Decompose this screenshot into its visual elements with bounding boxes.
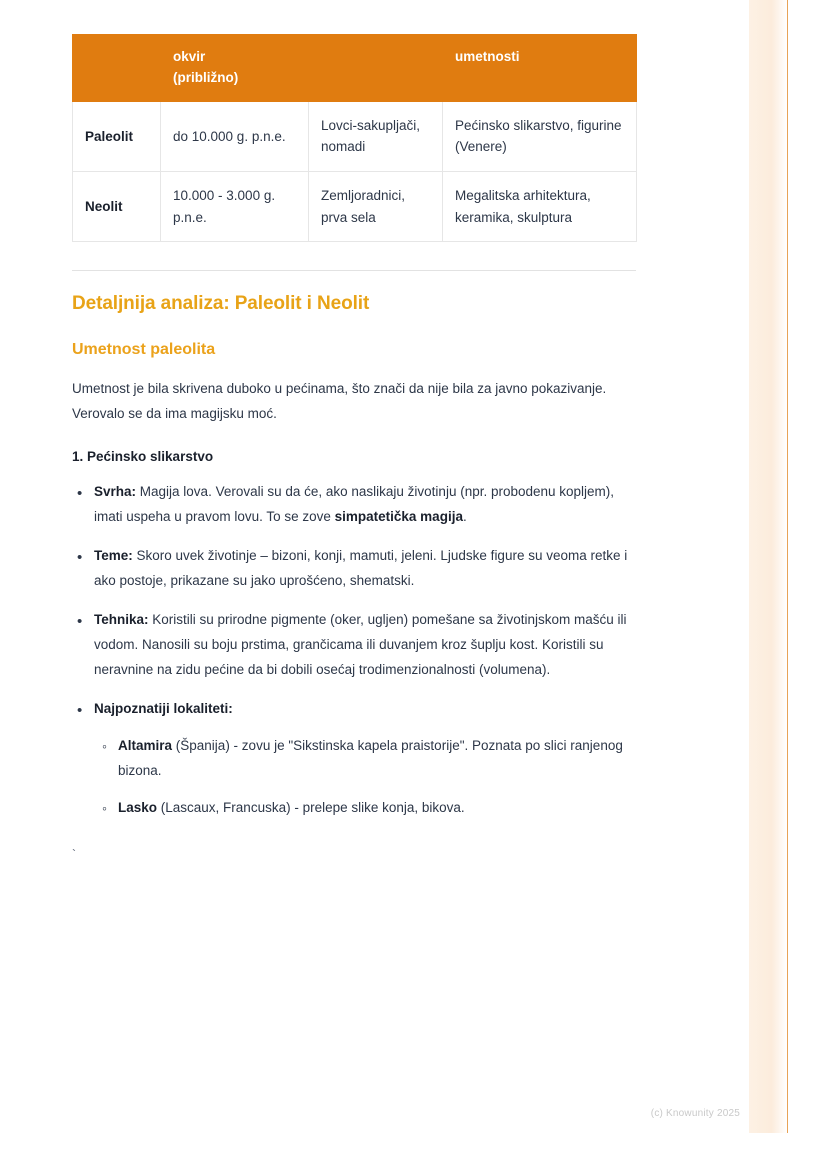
list-item <box>94 480 636 530</box>
bullet-label: Tehnika: <box>94 612 149 628</box>
table-row <box>73 101 637 171</box>
cell-period: Paleolit <box>73 101 161 171</box>
footer-copyright: (c) Knowunity 2025 <box>650 1108 740 1119</box>
bullet-text: Skoro uvek životinje – bizoni, konji, mamuti, jeleni. Ljudske figure su veoma retke i ako postoje, prikazane su jako uprošćeno, shematski. <box>94 548 628 589</box>
document-content <box>72 34 636 861</box>
bullet-label: Svrha: <box>94 484 137 500</box>
site-text: (Lascaux, Francuska) - prelepe slike konja, bikova. <box>157 799 465 815</box>
item-heading: 1. Pećinsko slikarstvo <box>72 449 214 465</box>
list-item <box>118 796 636 821</box>
subsection-title: Umetnost paleolita <box>72 341 216 359</box>
table-header-period <box>73 35 161 102</box>
table-header-society <box>309 35 443 102</box>
cell-society: Zemljoradnici, prva sela <box>309 172 443 242</box>
bullet-label: Teme: <box>94 548 133 564</box>
list-item <box>94 544 636 594</box>
stray-character: ` <box>72 846 76 861</box>
page-side-band <box>749 0 788 1133</box>
cell-timeframe: do 10.000 g. p.n.e. <box>161 101 309 171</box>
cell-society: Lovci-sakupljači, nomadi <box>309 101 443 171</box>
intro-paragraph: Umetnost je bila skrivena duboko u pećinama, što znači da nije bila za javno pokazivanje. Verovalo se da ima magijsku moć. <box>72 381 607 422</box>
sites-label: Najpoznatiji lokaliteti: <box>94 700 233 716</box>
sites-sublist <box>94 734 636 821</box>
cell-timeframe: 10.000 - 3.000 g. p.n.e. <box>161 172 309 242</box>
bullet-list <box>72 480 636 821</box>
table-header-art: umetnosti <box>443 35 637 102</box>
list-item <box>94 608 636 683</box>
site-name: Lasko <box>118 799 158 815</box>
bullet-text-after: . <box>462 509 467 525</box>
section-title: Detaljnija analiza: Paleolit i Neolit <box>72 293 370 315</box>
table-header-timeframe <box>161 35 309 102</box>
table-header-timeframe-line2: (približno) <box>173 69 239 85</box>
list-item-sites <box>94 697 636 821</box>
list-item <box>118 734 636 784</box>
document-page <box>40 0 788 1171</box>
table-row <box>73 172 637 242</box>
cell-art: Pećinsko slikarstvo, figurine (Venere) <box>443 101 637 171</box>
cell-art: Megalitska arhitektura, keramika, skulptura <box>443 172 637 242</box>
site-name: Altamira <box>118 737 173 753</box>
bullet-text: Magija lova. Verovali su da će, ako naslikaju životinju (npr. probodenu kopljem), imati uspeha u pravom lovu. To se zove <box>94 484 615 525</box>
table-header-timeframe-line1: okvir <box>173 49 206 64</box>
bullet-text: Koristili su prirodne pigmente (oker, ugljen) pomešane sa životinjskom mašću ili vodom. Nanosili su boju prstima, grančicama ili duvanjem kroz šuplju kost. Koristili su neravnine na zidu pećine da bi dobili osećaj trodimenzionalnosti (volumena). <box>94 612 627 677</box>
cell-period: Neolit <box>73 172 161 242</box>
site-text: (Španija) - zovu je "Sikstinska kapela praistorije". Poznata po slici ranjenog bizona. <box>118 737 623 778</box>
periods-table <box>72 34 637 242</box>
section-divider <box>72 270 636 271</box>
bullet-emphasis: simpatetička magija <box>334 509 463 525</box>
table-header-row <box>73 35 637 102</box>
